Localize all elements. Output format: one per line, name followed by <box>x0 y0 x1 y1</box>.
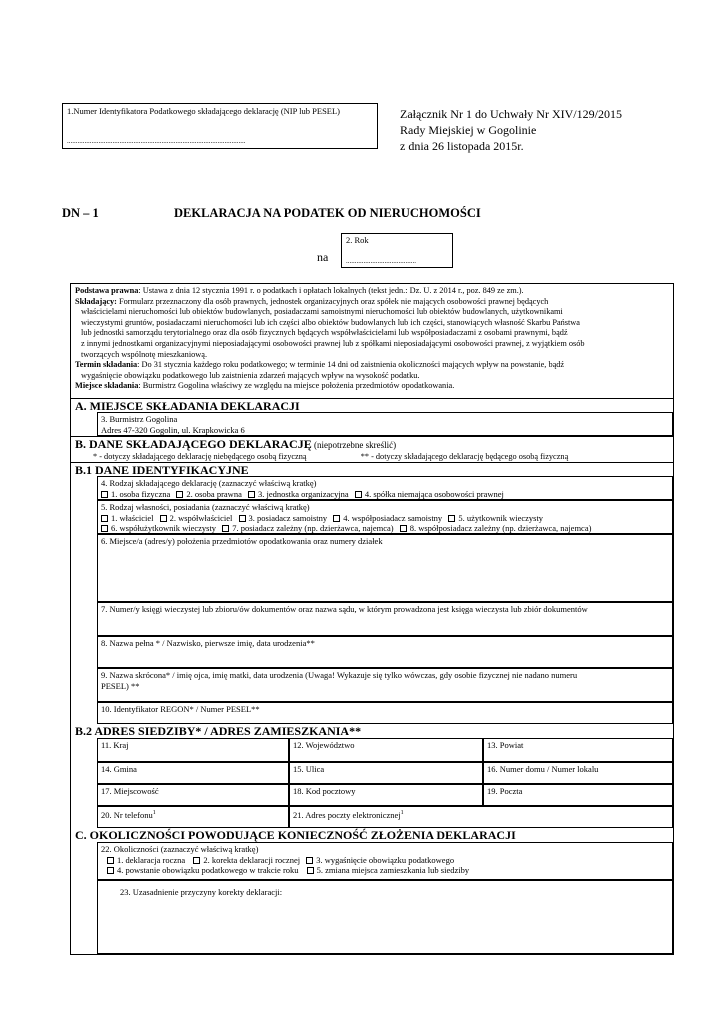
checkbox-icon[interactable] <box>176 491 183 498</box>
field-22-circumstances <box>97 842 673 880</box>
checkbox-icon[interactable] <box>307 867 314 874</box>
f5-option-8-label: 8. współposiadacz zależny (np. dzierżawca, najemca) <box>409 523 592 533</box>
field-6-locations[interactable] <box>97 534 673 602</box>
f5-option-6-label: 6. współużytkownik wieczysty <box>111 523 217 533</box>
checkbox-icon[interactable] <box>101 525 108 532</box>
f22-option-3[interactable] <box>306 855 454 865</box>
f22-option-5-label: 5. zmiana miejsca zamieszkania lub siedziby <box>316 865 470 875</box>
field-16-label: 16. Numer domu / Numer lokalu <box>487 764 599 774</box>
skladajacy-line-6: tworzących wspólnotę mieszkaniową. <box>81 349 208 359</box>
f5-option-4-label: 4. współposiadacz samoistny <box>343 512 443 523</box>
checkbox-icon[interactable] <box>306 857 313 864</box>
f5-option-8[interactable] <box>400 523 592 533</box>
checkbox-icon[interactable] <box>400 525 407 532</box>
field-6-label: 6. Miejsce/a (adres/y) położenia przedmiotów opodatkowania oraz numery działek <box>101 536 383 546</box>
miejsce-text: : Burmistrz Gogolina właściwy ze względu na miejsce położenia przedmiotów opodatkowania. <box>138 381 455 391</box>
f4-option-4[interactable] <box>355 489 504 499</box>
field-11-label: 11. Kraj <box>101 740 129 750</box>
field-10-regon-pesel[interactable] <box>97 702 673 724</box>
section-b-header <box>71 436 673 464</box>
nip-label: 1.Numer Identyfikatora Podatkowego składającego deklarację (NIP lub PESEL) <box>67 106 341 116</box>
field-20-label: 20. Nr telefonu <box>101 809 153 820</box>
star-note-2: ** - dotyczy składającego deklarację będącego osobą fizyczną <box>360 452 569 461</box>
field-20-phone[interactable] <box>97 806 289 828</box>
star-note-1: * - dotyczy składającego deklarację niebędącego osobą fizyczną <box>93 452 307 461</box>
field-23-correction-reason[interactable] <box>97 880 673 954</box>
f5-option-1[interactable] <box>101 513 153 523</box>
f5-option-3-label: 3. posiadacz samoistny <box>248 512 328 523</box>
field-15-street[interactable] <box>289 762 483 784</box>
checkbox-icon[interactable] <box>101 515 108 522</box>
f22-option-5[interactable] <box>307 865 469 875</box>
skladajacy-line-4: lub jednostki samorządu terytorialnego oraz dla osób fizycznych będących współwłaścicielami lub współposiadaczami z osobami prawnymi, bądź <box>81 328 568 338</box>
field-13-label: 13. Powiat <box>487 740 524 750</box>
field-18-label: 18. Kod pocztowy <box>293 786 356 796</box>
form-code: DN – 1 <box>62 206 99 220</box>
section-c-title: C. OKOLICZNOŚCI POWODUJĄCE KONIECZNOŚĆ ZŁOŻENIA DEKLARACJI <box>75 828 516 842</box>
f22-option-4[interactable] <box>107 865 299 875</box>
termin-label: Termin składania <box>75 360 138 370</box>
field-12-voivodeship[interactable] <box>289 738 483 762</box>
skladajacy-label: Składający: <box>75 296 117 306</box>
f5-option-2[interactable] <box>160 513 233 523</box>
field-23-label: 23. Uzasadnienie przyczyny korekty deklaracji: <box>120 887 283 897</box>
field-4-declarant-type <box>97 476 673 500</box>
checkbox-icon[interactable] <box>239 515 246 522</box>
field-10-label: 10. Identyfikator REGON* / Numer PESEL** <box>101 704 260 714</box>
field-11-country[interactable] <box>97 738 289 762</box>
f5-option-6[interactable] <box>101 523 216 533</box>
section-c-header <box>71 828 673 842</box>
field-19-post-office[interactable] <box>483 784 673 806</box>
field-3-line-2: Adres 47-320 Gogolin, ul. Krapkowicka 6 <box>101 424 245 435</box>
annex-note <box>400 106 622 154</box>
checkbox-icon[interactable] <box>193 857 200 864</box>
section-b-note: (niepotrzebne skreślić) <box>311 440 397 450</box>
field-5-ownership-type <box>97 500 673 534</box>
podstawa-label: Podstawa prawna <box>75 286 139 295</box>
checkbox-icon[interactable] <box>107 857 114 864</box>
field-19-label: 19. Poczta <box>487 786 523 796</box>
section-a-title: A. MIEJSCE SKŁADANIA DEKLARACJI <box>75 399 300 413</box>
field-8-label: 8. Nazwa pełna * / Nazwisko, pierwsze imię, data urodzenia** <box>101 638 315 648</box>
field-9-label-2: PESEL) ** <box>101 680 140 691</box>
miejsce-label: Miejsce składania <box>75 381 139 391</box>
podstawa-text: : Ustawa z dnia 12 stycznia 1991 r. o podatkach i opłatach lokalnych (tekst jedn.: Dz. U. z 2014 r., poz. 849 ze zm.). <box>138 286 524 295</box>
f22-option-2-label: 2. korekta deklaracji rocznej <box>203 854 301 865</box>
field-15-label: 15. Ulica <box>293 764 325 774</box>
f5-option-4[interactable] <box>333 513 442 523</box>
section-a-header <box>71 398 673 412</box>
checkbox-icon[interactable] <box>448 515 455 522</box>
f4-option-2-label: 2. osoba prawna <box>186 488 242 499</box>
f4-option-2[interactable] <box>176 489 241 499</box>
form-title: DEKLARACJA NA PODATEK OD NIERUCHOMOŚCI <box>174 206 481 220</box>
field-7-label: 7. Numer/y księgi wieczystej lub zbioru/ów dokumentów oraz nazwa sądu, w którym prowadzona jest księga wieczysta lub zbiór dokumentów <box>101 604 588 614</box>
termin-text: : Do 31 stycznia każdego roku podatkowego; w terminie 14 dni od zaistnienia okoliczności mających wpływ na powstanie, bądź <box>137 360 565 370</box>
f5-option-7-label: 7. posiadacz zależny (np. dzierżawca, najemca) <box>232 523 394 533</box>
section-b2-title: B.2 ADRES SIEDZIBY* / ADRES ZAMIESZKANIA** <box>75 724 362 738</box>
skladajacy-line-2: właścicielami nieruchomości lub obiektów budowlanych, posiadaczami samoistnymi nieruchomości lub obiektów budowlanych, użytkownikami <box>81 307 563 317</box>
checkbox-icon[interactable] <box>333 515 340 522</box>
skladajacy-line-3: wieczystymi gruntów, posiadaczami nieruchomości lub ich części albo obiektów budowlanych lub ich części, stanowiących własność Skarbu Państwa <box>81 317 580 327</box>
f4-option-3-label: 3. jednostka organizacyjna <box>257 488 349 499</box>
field-18-postal-code[interactable] <box>289 784 483 806</box>
annex-line-1: Załącznik Nr 1 do Uchwały Nr XIV/129/2015 <box>400 107 622 121</box>
f4-option-3[interactable] <box>248 489 349 499</box>
annex-line-2: Rady Miejskiej w Gogolinie <box>400 123 537 137</box>
field-13-county[interactable] <box>483 738 673 762</box>
nip-dots: ...................................................................................................... <box>67 137 246 145</box>
f5-option-7[interactable] <box>222 523 393 533</box>
nip-field[interactable] <box>62 103 378 149</box>
field-14-commune[interactable] <box>97 762 289 784</box>
termin-line-2: wygaśnięcie obowiązku podatkowego lub zaistnienia zdarzeń mających wpływ na wysokość podatku. <box>81 370 420 380</box>
f22-option-1[interactable] <box>107 855 185 865</box>
field-8-full-name[interactable] <box>97 636 673 668</box>
checkbox-icon[interactable] <box>222 525 229 532</box>
f22-option-4-label: 4. powstanie obowiązku podatkowego w trakcie roku <box>117 865 299 875</box>
checkbox-icon[interactable] <box>107 867 114 874</box>
checkbox-icon[interactable] <box>248 491 255 498</box>
field-21-label: 21. Adres poczty elektronicznej <box>293 809 401 820</box>
f5-option-1-label: 1. właściciel <box>111 512 154 523</box>
field-5-label: 5. Rodzaj własności, posiadania (zaznaczyć właściwą kratkę) <box>101 502 310 512</box>
year-field[interactable] <box>341 233 453 268</box>
f4-option-4-label: 4. spółka niemająca osobowości prawnej <box>364 488 504 499</box>
field-9-short-name[interactable] <box>97 668 673 702</box>
intro-block <box>75 286 671 392</box>
f22-option-3-label: 3. wygaśnięcie obowiązku podatkowego <box>316 854 455 865</box>
field-3-authority <box>97 412 673 436</box>
field-3-line-1: 3. Burmistrz Gogolina <box>101 414 178 424</box>
field-14-label: 14. Gmina <box>101 764 137 774</box>
f5-option-2-label: 2. współwłaściciel <box>169 512 233 523</box>
field-16-house-number[interactable] <box>483 762 673 784</box>
checkbox-icon[interactable] <box>101 491 108 498</box>
f4-option-1-label: 1. osoba fizyczna <box>111 488 171 499</box>
field-4-label: 4. Rodzaj składającego deklarację (zaznaczyć właściwą kratkę) <box>101 478 317 488</box>
section-b1-title: B.1 DANE IDENTYFIKACYJNE <box>75 463 249 477</box>
field-21-email[interactable] <box>289 806 673 828</box>
f4-option-1[interactable] <box>101 489 170 499</box>
field-20-footnote: 1 <box>152 810 156 816</box>
f5-option-5[interactable] <box>448 513 543 523</box>
field-7-land-register[interactable] <box>97 602 673 636</box>
field-9-label: 9. Nazwa skrócona* / imię ojca, imię matki, data urodzenia (Uwaga! Wykazuje się tylko wówczas, gdy osobie fizycznej nie nadano numeru <box>101 670 578 680</box>
f5-option-5-label: 5. użytkownik wieczysty <box>458 512 544 523</box>
checkbox-icon[interactable] <box>160 515 167 522</box>
year-label: 2. Rok <box>346 235 369 245</box>
skladajacy-text: Formularz przeznaczony dla osób prawnych, jednostek organizacyjnych oraz spółek nie mających osobowości prawnej będących <box>116 296 549 306</box>
field-21-footnote: 1 <box>400 810 404 816</box>
field-22-label: 22. Okoliczności (zaznaczyć właściwą kratkę) <box>101 844 259 854</box>
na-label: na <box>317 250 329 264</box>
section-b-title: B. DANE SKŁADAJĄCEGO DEKLARACJĘ <box>75 437 312 451</box>
field-12-label: 12. Województwo <box>293 740 355 750</box>
f22-option-1-label: 1. deklaracja roczna <box>117 854 186 865</box>
field-17-label: 17. Miejscowość <box>101 786 159 796</box>
field-17-locality[interactable] <box>97 784 289 806</box>
checkbox-icon[interactable] <box>355 491 362 498</box>
f5-option-3[interactable] <box>239 513 328 523</box>
skladajacy-line-5: z innymi jednostkami organizacyjnymi nieposiadającymi osobowości prawnej lub z spółkami nieposiadającymi osobowości prawnej, z wyjątkiem osób <box>81 338 585 348</box>
section-b2-header <box>71 724 673 738</box>
f22-option-2[interactable] <box>193 855 300 865</box>
year-dots: ........................................ <box>346 257 416 265</box>
annex-line-3: z dnia 26 listopada 2015r. <box>400 139 524 153</box>
form-frame <box>70 283 674 955</box>
section-b1-header <box>71 462 673 476</box>
